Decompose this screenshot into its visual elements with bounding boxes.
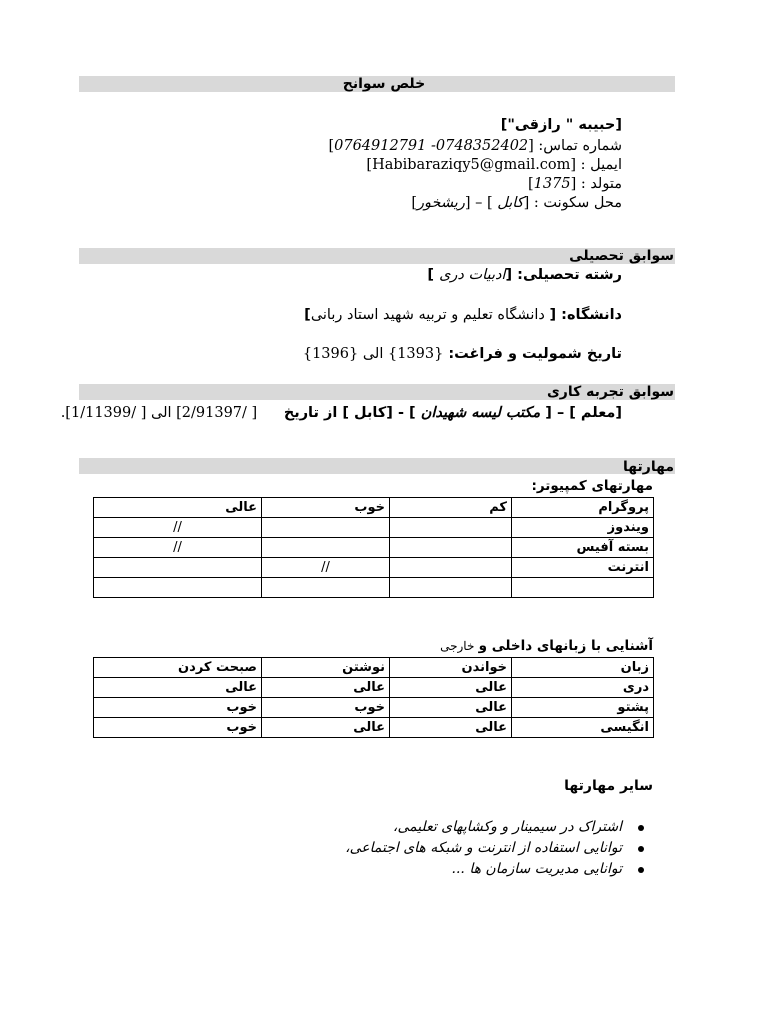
dates-line xyxy=(303,344,622,364)
bullet-icon xyxy=(638,825,644,831)
list-item xyxy=(345,859,644,880)
phone-close: ] xyxy=(328,138,335,154)
list-item xyxy=(345,817,644,838)
table-row xyxy=(94,518,654,538)
birth-close: ] xyxy=(527,176,534,192)
table-cell: انترنت xyxy=(512,558,654,578)
table-header-cell: عالی xyxy=(94,498,262,518)
table-cell xyxy=(390,558,512,578)
table-cell xyxy=(512,578,654,598)
field-close: ] xyxy=(427,267,440,283)
language-skills-title xyxy=(440,636,653,656)
table-header-cell: خواندن xyxy=(390,658,512,678)
university-close: ] xyxy=(304,307,311,323)
table-cell xyxy=(390,518,512,538)
other-skills-list xyxy=(345,817,644,880)
table-cell xyxy=(262,538,390,558)
other-skills-header: سایر مهارتها xyxy=(564,778,653,794)
language-skills-table xyxy=(93,657,654,738)
table-cell xyxy=(390,538,512,558)
table-row xyxy=(94,678,654,698)
table-cell xyxy=(262,518,390,538)
residence-city: کابل xyxy=(497,195,524,211)
table-cell: عالی xyxy=(390,698,512,718)
table-header-cell: کم xyxy=(390,498,512,518)
experience-city: ] - [کابل ] از تاریخ xyxy=(283,405,416,421)
table-cell: انگیسی xyxy=(512,718,654,738)
table-header-row xyxy=(94,498,654,518)
experience-header: سوابق تجربه کاری xyxy=(546,384,674,400)
university-label: دانشگاه: [ xyxy=(549,307,622,323)
computer-skills-title: مهارتهای کمپیوتر: xyxy=(531,478,653,494)
bullet-icon xyxy=(638,867,644,873)
table-cell: خوب xyxy=(94,718,262,738)
table-cell: عالی xyxy=(94,678,262,698)
table-header-cell: نوشتن xyxy=(262,658,390,678)
language-title-bold: آشنایی با زبانهای داخلی و xyxy=(478,638,653,654)
table-cell xyxy=(94,558,262,578)
list-item-text: توانایی استفاده از انترنت و شبکه های اجتماعی، xyxy=(345,840,622,856)
table-cell: عالی xyxy=(262,718,390,738)
page-title: خلص سوانح xyxy=(342,76,426,92)
table-header-cell: صبحت کردن xyxy=(94,658,262,678)
table-cell: عالی xyxy=(390,718,512,738)
applicant-name: [حبیبه " رازقی"] xyxy=(500,117,622,133)
table-row xyxy=(94,698,654,718)
bullet-icon xyxy=(638,846,644,852)
experience-line xyxy=(61,403,622,423)
computer-skills-table xyxy=(93,497,654,598)
table-cell: عالی xyxy=(262,678,390,698)
list-item-text: اشتراک در سیمینار و وکشاپهای تعلیمی، xyxy=(392,819,622,835)
table-cell: // xyxy=(94,518,262,538)
university-value: دانشگاه تعلیم و تربیه شهید استاد ربانی xyxy=(310,307,550,323)
table-cell: خوب xyxy=(94,698,262,718)
residence-mid: ] – [ xyxy=(464,195,498,211)
birth-value: 1375 xyxy=(533,176,571,192)
email-label: ایمیل : xyxy=(576,157,622,173)
table-cell: بسته آفیس xyxy=(512,538,654,558)
table-cell xyxy=(390,578,512,598)
list-item xyxy=(345,838,644,859)
skills-bar xyxy=(79,458,675,474)
table-row xyxy=(94,558,654,578)
table-row xyxy=(94,578,654,598)
residence-district: ریشخور xyxy=(417,195,465,211)
experience-org: مکتب لیسه شهیدان xyxy=(415,405,546,421)
field-line xyxy=(427,265,622,285)
experience-dates: [ /2/91397] الی [ /1/11399]. xyxy=(60,405,258,421)
table-header-cell: زبان xyxy=(512,658,654,678)
residence-label: محل سکونت : [ xyxy=(523,195,622,211)
table-cell: خوب xyxy=(262,698,390,718)
table-header-cell: پروگرام xyxy=(512,498,654,518)
dates-label: تاریخ شمولیت و فراغت: xyxy=(443,346,622,362)
table-row xyxy=(94,538,654,558)
phone-label: شماره تماس: [ xyxy=(528,138,622,154)
dates-value: {1393} الی {1396} xyxy=(302,346,444,362)
field-label: رشته تحصیلی: [ xyxy=(505,267,622,283)
birth-line xyxy=(528,174,622,194)
email-line xyxy=(366,155,622,175)
phone-line xyxy=(328,136,622,156)
university-line xyxy=(304,305,622,325)
table-cell: دری xyxy=(512,678,654,698)
email-value: [Habibaraziqy5@gmail.com] xyxy=(366,157,577,173)
table-cell xyxy=(262,578,390,598)
table-header-cell: خوب xyxy=(262,498,390,518)
language-title-light: خارجی xyxy=(440,639,475,653)
table-cell: پشتو xyxy=(512,698,654,718)
table-cell: عالی xyxy=(390,678,512,698)
residence-close: ] xyxy=(411,195,418,211)
table-header-row xyxy=(94,658,654,678)
table-cell: // xyxy=(94,538,262,558)
residence-line xyxy=(411,193,622,213)
table-row xyxy=(94,718,654,738)
experience-role: [معلم ] – [ xyxy=(545,405,622,421)
list-item-text: توانایی مدیریت سازمان ها ... xyxy=(451,861,622,877)
field-value: ادبیات دری xyxy=(439,267,506,283)
phone-value: 0764912791 -0748352402 xyxy=(334,138,529,154)
table-cell: // xyxy=(262,558,390,578)
table-cell xyxy=(94,578,262,598)
skills-header: مهارتها xyxy=(623,459,674,475)
education-header: سوابق تحصیلی xyxy=(569,248,674,264)
birth-label: متولد : [ xyxy=(570,176,622,192)
table-cell: ویندوز xyxy=(512,518,654,538)
